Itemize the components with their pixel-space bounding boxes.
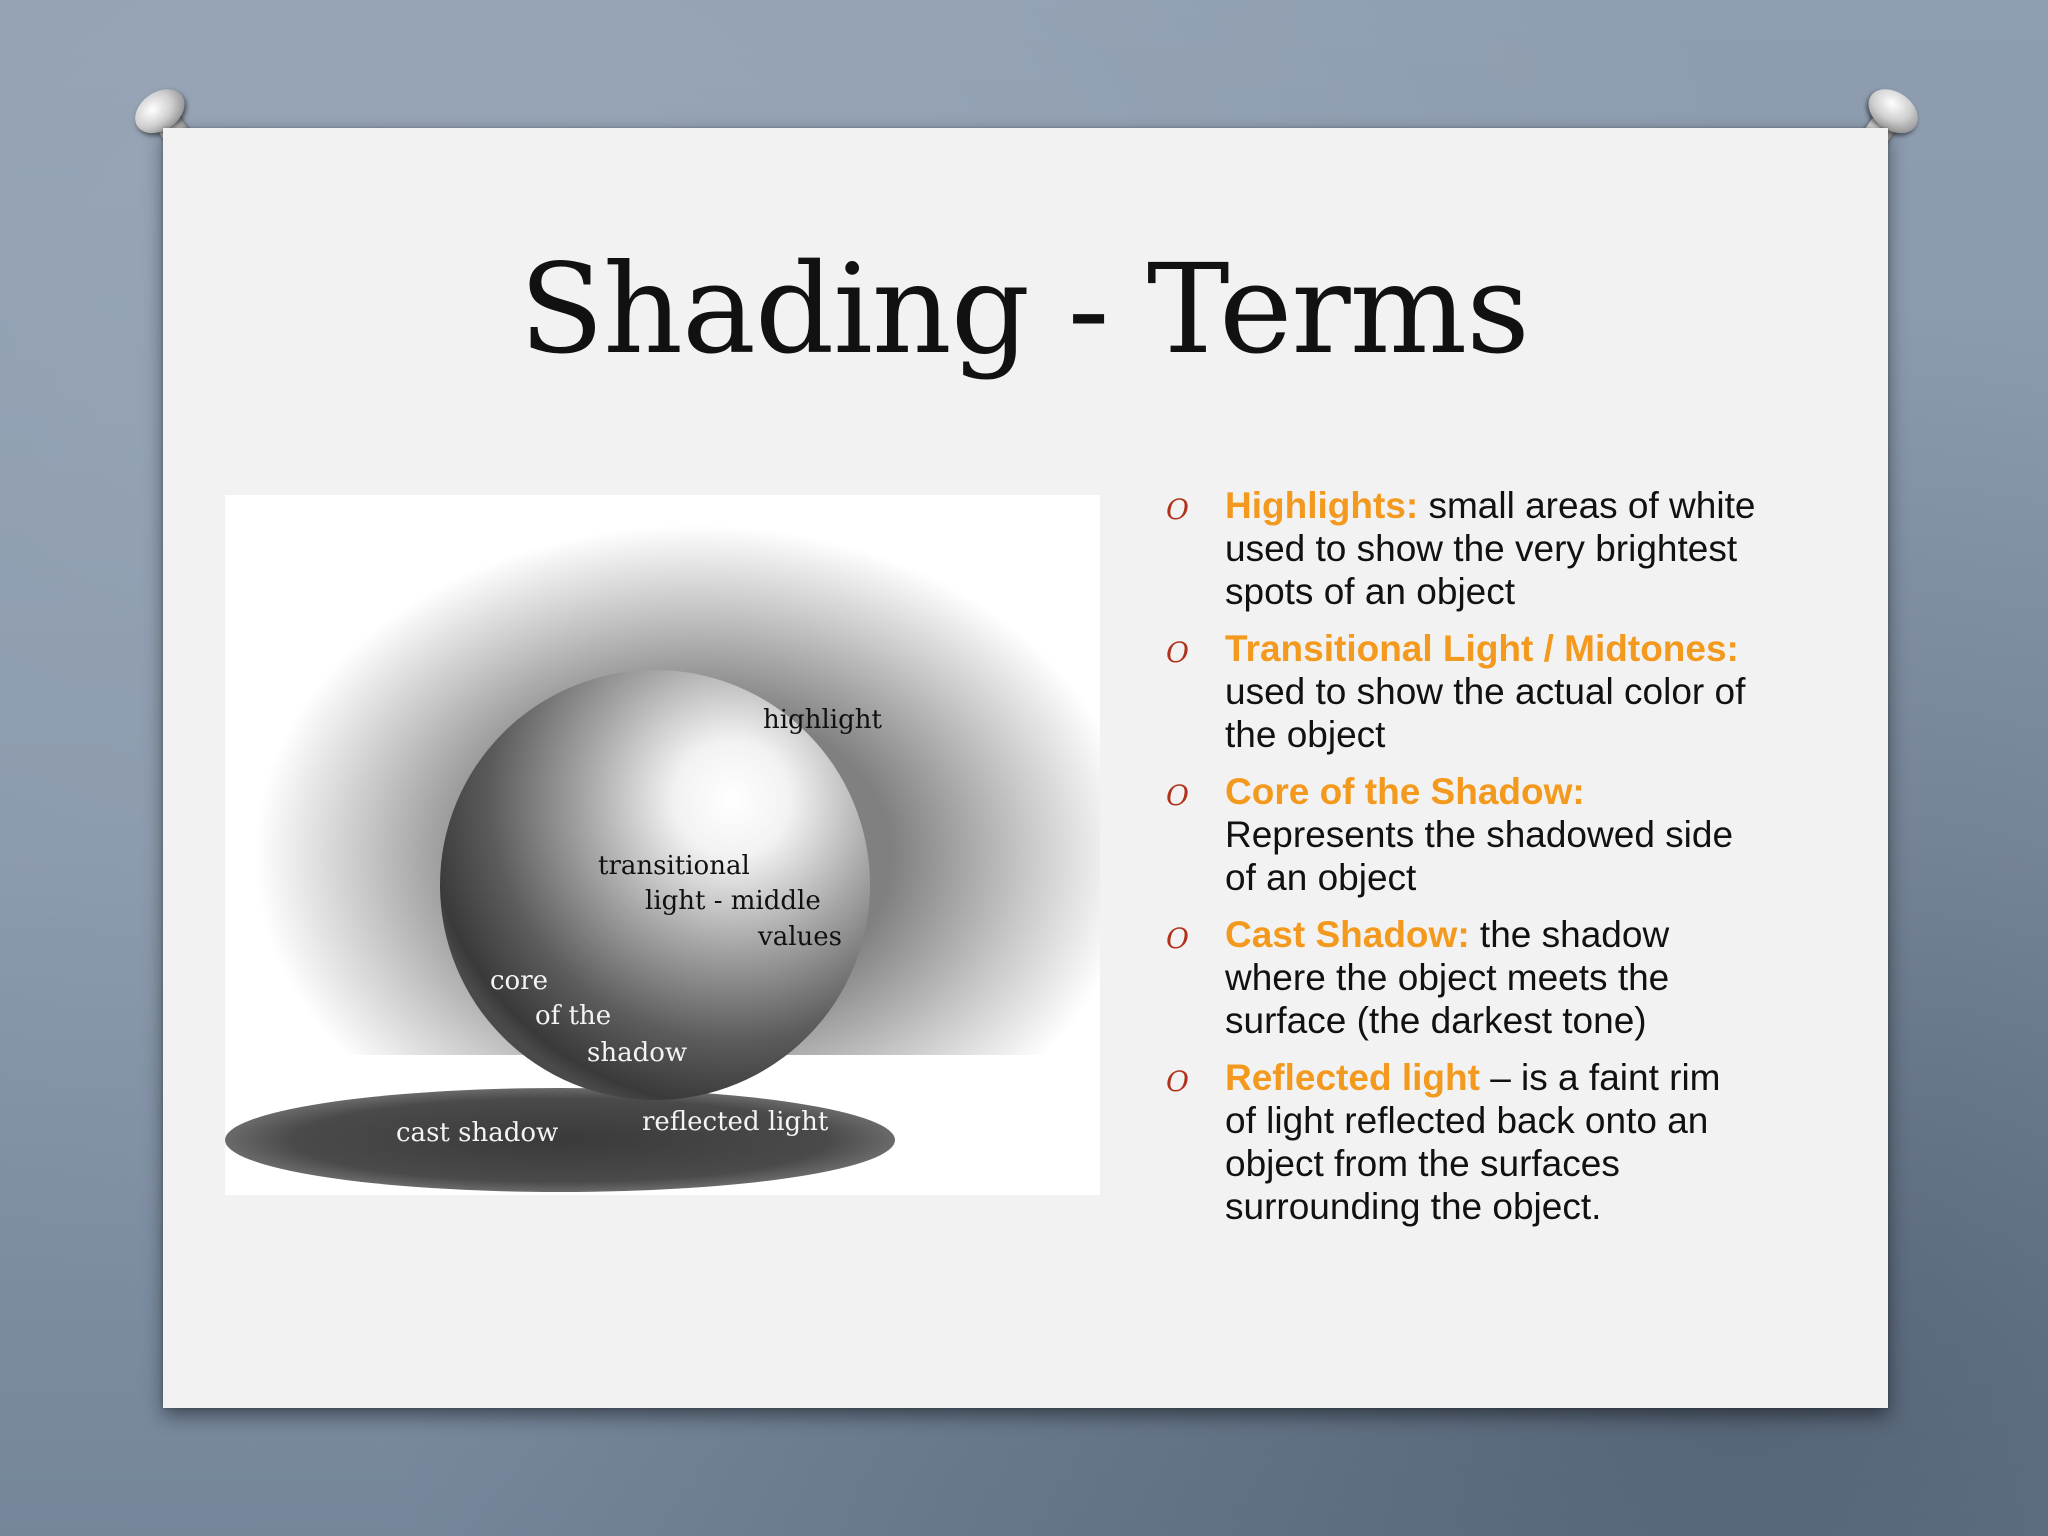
terms-list: [1160, 484, 1760, 1242]
term-name: Reflected light: [1225, 1057, 1480, 1098]
list-item: [1160, 627, 1760, 756]
term-description: Represents the shadowed side of an object: [1225, 814, 1734, 898]
list-item: [1160, 484, 1760, 613]
term-description: the shadow where the object meets the surface (the darkest tone): [1225, 914, 1670, 1041]
bullet-marker-icon: O: [1166, 922, 1189, 955]
bullet-marker-icon: O: [1166, 779, 1189, 812]
label-transitional-3: values: [758, 922, 842, 952]
slide-title: Shading - Terms: [519, 238, 1529, 382]
cast-shadow-shape: [225, 1088, 895, 1192]
list-item: [1160, 1056, 1760, 1228]
label-cast-shadow: cast shadow: [396, 1118, 559, 1148]
term-description: – is a faint rim of light reflected back onto an object from the surfaces surrounding the object.: [1225, 1057, 1721, 1227]
term-description: used to show the actual color of the object: [1225, 671, 1746, 755]
bullet-marker-icon: O: [1166, 1065, 1189, 1098]
bullet-marker-icon: O: [1166, 636, 1189, 669]
term-name: Transitional Light / Midtones:: [1225, 628, 1739, 669]
term-description: small areas of white used to show the very brightest spots of an object: [1225, 485, 1756, 612]
label-transitional-1: transitional: [598, 851, 750, 881]
sphere-illustration: [225, 495, 1100, 1195]
label-transitional-2: light - middle: [645, 886, 821, 916]
label-highlight: highlight: [763, 705, 882, 735]
term-name: Highlights:: [1225, 485, 1419, 526]
list-item: [1160, 913, 1760, 1042]
label-reflected-light: reflected light: [642, 1107, 829, 1137]
label-core-2: of the: [535, 1001, 612, 1031]
list-item: [1160, 770, 1760, 899]
label-core-1: core: [490, 966, 549, 996]
term-name: Cast Shadow:: [1225, 914, 1470, 955]
bullet-marker-icon: O: [1166, 493, 1189, 526]
term-name: Core of the Shadow:: [1225, 771, 1585, 812]
label-core-3: shadow: [587, 1038, 688, 1068]
